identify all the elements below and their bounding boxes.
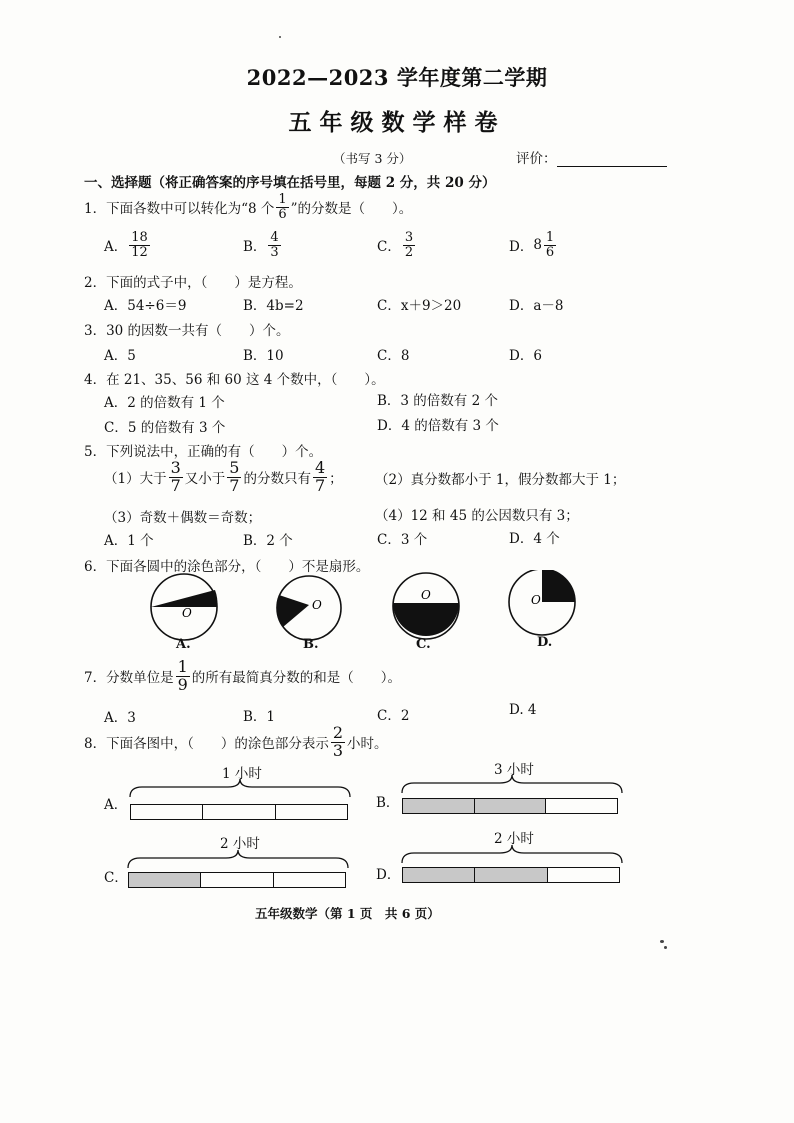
q5-option-a[interactable]: A．1 个 [104,533,154,549]
q8-option-c-caption: 2 小时 [220,836,260,852]
q5-fraction-3-7: $\frac{3}{7}$ [170,458,181,495]
q7-stem: 7．分数单位是 $\frac{1}{9}$ 的所有最简真分数的和是（ ）。 [84,657,402,694]
q8-option-a-brace [128,777,352,799]
q5-fraction-4-7: $\frac{4}{7}$ [314,458,326,495]
q1-stem-prefix: 1．下面各数中可以转化为“8 个 [84,201,275,218]
q1-option-d-mixed-number: 8 $\frac{1}{6}$ [533,230,555,260]
q4-option-c[interactable]: C．5 的倍数有 3 个 [104,420,226,436]
scan-speck [279,36,281,38]
bar-segment [276,805,347,819]
q5-option-c[interactable]: C．3 个 [377,532,428,548]
q8-option-c-label[interactable]: C． [104,870,128,886]
page-footer: 五年级数学（第 1 页 共 6 页） [255,906,440,921]
q1-option-d[interactable]: D． 8 $\frac{1}{6}$ [509,231,558,259]
q8-option-b-label[interactable]: B． [376,795,400,811]
q6-b-center-label: O [312,598,322,612]
q8-option-d-caption: 2 小时 [494,831,534,847]
q8-fraction-2-3: $\frac{2}{3}$ [332,723,344,760]
bar-segment-shaded [475,799,547,813]
q4-option-d[interactable]: D．4 的倍数有 3 个 [377,418,499,434]
bar-segment [274,873,345,887]
q6-label-d[interactable]: D. [537,635,553,650]
q1-option-a-fraction: $\frac{18}{12}$ [131,230,148,260]
exam-year-title: 2022—2023 学年度第二学期 [246,65,548,90]
q8-stem: 8．下面各图中，（ ）的涂色部分表示 $\frac{2}{3}$ 小时。 [84,723,388,760]
q6-label-a[interactable]: A. [176,637,191,652]
q2-option-b[interactable]: B．4b=2 [243,298,304,314]
bar-segment-shaded [403,868,475,882]
q8-option-a-caption: 1 小时 [222,766,262,782]
evaluation [516,147,667,167]
q8-option-a-bar [130,804,348,820]
writing-score: （书写 3 分） [333,151,412,166]
bar-segment [201,873,273,887]
q4-option-a[interactable]: A．2 的倍数有 1 个 [104,395,225,411]
q8-option-d-brace [400,843,624,865]
q2-option-c[interactable]: C．x＋9＞20 [377,298,462,314]
q1-stem [84,193,412,221]
q7-option-d[interactable]: D. 4 [509,702,537,718]
q6-label-b[interactable]: B. [303,637,319,652]
bar-segment-shaded [129,873,201,887]
q2-stem: 2．下面的式子中，（ ）是方程。 [84,275,302,291]
q3-stem: 3．30 的因数一共有（ ）个。 [84,323,290,339]
evaluation-blank[interactable] [557,152,667,167]
scan-speck [664,946,667,949]
q7-option-b[interactable]: B．1 [243,709,276,725]
q6-c-center-label: O [421,588,431,602]
q6-label-c[interactable]: C. [416,637,431,652]
q4-option-b[interactable]: B．3 的倍数有 2 个 [377,393,498,409]
q3-option-a[interactable]: A．5 [104,348,136,364]
q8-option-a-label[interactable]: A． [104,797,128,813]
q8-option-d-label[interactable]: D． [376,867,401,883]
q5-statement-3: （3）奇数＋偶数＝奇数； [104,510,262,526]
q1-option-a[interactable]: A． $\frac{18}{12}$ [104,230,148,260]
q1-option-b-fraction: $\frac{4}{3}$ [270,230,279,260]
q1-stem-suffix: ”的分数是（ ）。 [290,201,413,218]
q3-option-d[interactable]: D．6 [509,348,542,364]
q2-option-d[interactable]: D．a－8 [509,298,564,314]
q8-option-c-brace [126,848,350,870]
evaluation-label: 评价： [516,151,557,167]
q1-option-b[interactable]: B． $\frac{4}{3}$ [243,230,279,260]
q8-option-b-caption: 3 小时 [494,762,534,778]
q8-option-b-bar [402,798,618,814]
q5-statement-4: （4）12 和 45 的公因数只有 3； [375,508,579,524]
q1-stem-fraction: $\frac{1}{6}$ [278,192,287,222]
bar-segment [546,799,617,813]
bar-segment [548,868,619,882]
exam-title: 五年级数学样卷 [288,109,506,136]
section-heading: 一、选择题（将正确答案的序号填在括号里，每题 2 分，共 20 分） [84,175,496,191]
q7-option-c[interactable]: C．2 [377,708,410,724]
q5-fraction-5-7: $\frac{5}{7}$ [229,458,240,495]
q6-d-center-label: O [531,593,541,607]
bar-segment-shaded [403,799,475,813]
bar-segment-shaded [475,868,547,882]
q3-option-c[interactable]: C．8 [377,348,410,364]
q1-option-c-fraction: $\frac{3}{2}$ [404,230,414,260]
q7-option-a[interactable]: A．3 [104,710,136,726]
q8-option-d-bar [402,867,620,883]
q3-option-b[interactable]: B．10 [243,348,284,364]
q4-stem: 4．在 21、35、56 和 60 这 4 个数中，（ ）。 [84,372,385,388]
q6-a-center-label: O [182,606,192,620]
q5-option-d[interactable]: D．4 个 [509,531,560,547]
scan-speck [660,940,664,943]
q1-option-c[interactable]: C． $\frac{3}{2}$ [377,230,414,260]
q6-stem: 6．下面各圆中的涂色部分，（ ）不是扇形。 [84,559,370,575]
q5-statement-2: （2）真分数都小于 1，假分数都大于 1； [375,472,626,488]
q7-fraction-1-9: $\frac{1}{9}$ [177,657,188,694]
bar-segment [131,805,203,819]
q5-option-b[interactable]: B．2 个 [243,533,293,549]
q5-stem: 5．下列说法中，正确的有（ ）个。 [84,444,323,460]
q5-statement-1: （1）大于 $\frac{3}{7}$ 又小于 $\frac{5}{7}$ 的分数只有 $\frac{4}{7}$ ； [104,458,343,495]
bar-segment [203,805,275,819]
q8-option-b-brace [400,773,624,795]
q2-option-a[interactable]: A．54÷6＝9 [104,298,187,314]
q8-option-c-bar [128,872,346,888]
